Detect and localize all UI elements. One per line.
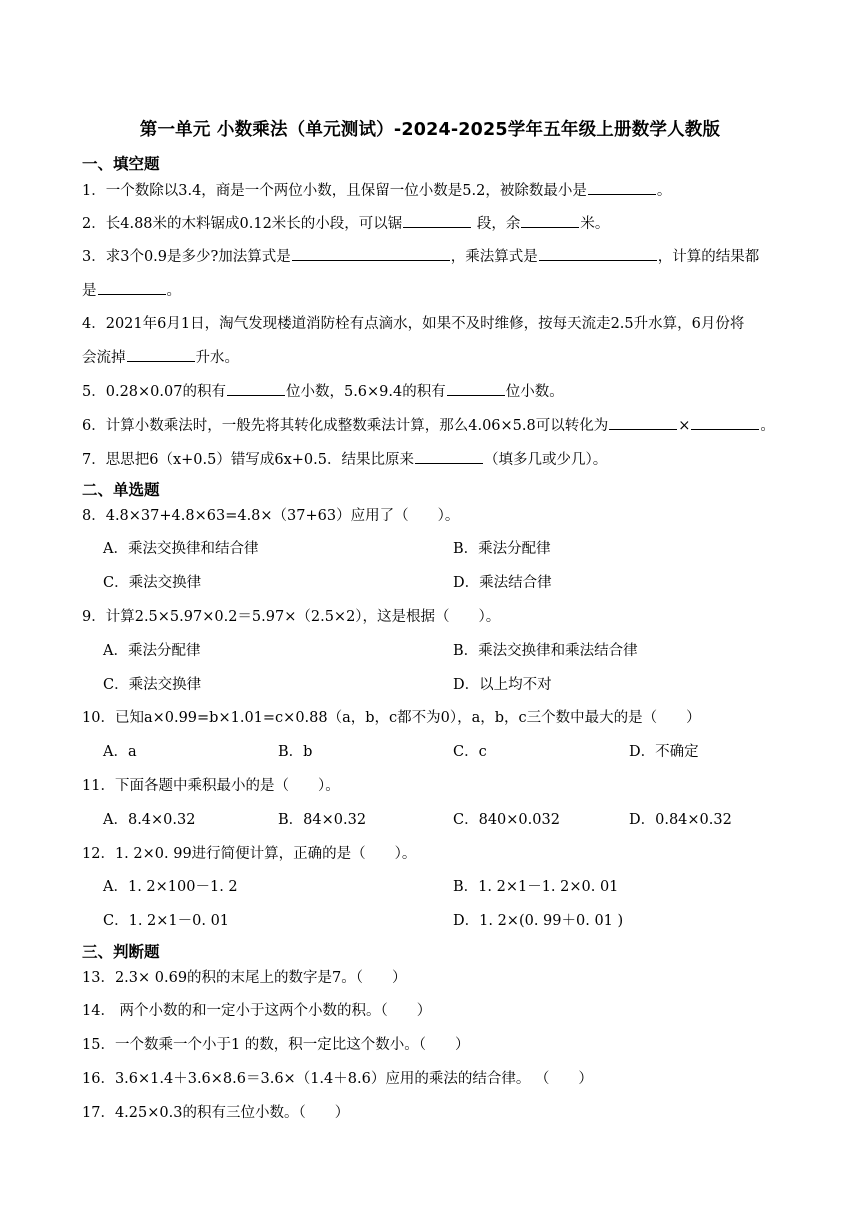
- answer-blank[interactable]: [691, 415, 759, 430]
- question-3: [82, 246, 759, 267]
- page-title: 第一单元 小数乘法（单元测试）-2024-2025学年五年级上册数学人教版: [139, 120, 721, 140]
- question-number: 3．: [82, 249, 106, 265]
- answer-blank[interactable]: [127, 347, 195, 362]
- question-17: 17．4.25×0.3的积有三位小数。（ ）: [82, 1105, 350, 1121]
- question-15: 15．一个数乘一个小于1 的数，积一定比这个数小。（ ）: [82, 1037, 470, 1053]
- option-c[interactable]: C．1. 2×1－0. 01: [103, 913, 230, 929]
- question-number: 7．: [82, 452, 106, 468]
- question-text: ，计算的结果都: [657, 249, 760, 265]
- question-1: [82, 180, 671, 201]
- question-text: 米。: [580, 216, 610, 232]
- answer-blank[interactable]: [292, 246, 450, 261]
- answer-blank[interactable]: [588, 180, 656, 195]
- question-6: [82, 415, 775, 436]
- option-d[interactable]: D．0.84×0.32: [629, 812, 732, 828]
- answer-blank[interactable]: [403, 213, 471, 228]
- section-heading-fill: 一、填空题: [82, 155, 160, 173]
- question-14: 14． 两个小数的和一定小于这两个小数的积。（ ）: [82, 1003, 432, 1019]
- section-heading-choice: 二、单选题: [82, 481, 160, 499]
- question-8: 8．4.8×37+4.8×63=4.8×（37+63）应用了（ ）。: [82, 508, 460, 524]
- question-text: 计算小数乘法时，一般先将其转化成整数乘法计算，那么4.06×5.8可以转化为: [105, 418, 609, 434]
- question-11: 11．下面各题中乘积最小的是（ ）。: [82, 778, 340, 794]
- question-13: 13．2.3× 0.69的积的末尾上的数字是7。（ ）: [82, 970, 407, 986]
- option-d[interactable]: D．以上均不对: [453, 677, 552, 693]
- question-text: 0.28×0.07的积有: [105, 384, 226, 400]
- option-c[interactable]: C．乘法交换律: [103, 575, 202, 591]
- question-text: 。: [656, 183, 672, 199]
- question-number: 2．: [82, 216, 106, 232]
- question-text: 会流掉: [82, 350, 126, 366]
- answer-blank[interactable]: [539, 246, 657, 261]
- option-b[interactable]: B．1. 2×1－1. 2×0. 01: [453, 879, 619, 895]
- option-a[interactable]: A．乘法分配律: [103, 643, 201, 659]
- question-text: 位小数。: [505, 384, 564, 400]
- answer-blank[interactable]: [521, 213, 579, 228]
- option-d[interactable]: D．1. 2×(0. 99＋0. 01 ): [453, 913, 624, 929]
- question-2: [82, 213, 609, 234]
- question-text: 位小数，5.6×9.4的积有: [285, 384, 446, 400]
- question-text: 。: [166, 283, 181, 299]
- option-a[interactable]: A．8.4×0.32: [103, 812, 196, 828]
- section-heading-judge: 三、判断题: [82, 943, 160, 961]
- option-b[interactable]: B．乘法交换律和乘法结合律: [453, 643, 638, 659]
- question-number: 4．: [82, 316, 106, 332]
- question-text: ，乘法算式是: [450, 249, 538, 265]
- question-text: 升水。: [195, 350, 239, 366]
- option-b[interactable]: B．乘法分配律: [453, 541, 551, 557]
- answer-blank[interactable]: [447, 381, 505, 396]
- question-number: 5．: [82, 384, 106, 400]
- question-text: 求3个0.9是多少?加法算式是: [105, 249, 291, 265]
- question-16: 16．3.6×1.4＋3.6×8.6＝3.6×（1.4＋8.6）应用的乘法的结合律。 （ ）: [82, 1071, 593, 1087]
- option-c[interactable]: C．乘法交换律: [103, 677, 202, 693]
- option-b[interactable]: B．b: [278, 744, 313, 760]
- option-b[interactable]: B．84×0.32: [278, 812, 367, 828]
- option-d[interactable]: D．乘法结合律: [453, 575, 552, 591]
- question-number: 6．: [82, 418, 106, 434]
- question-5: [82, 381, 564, 402]
- question-text: 是: [82, 283, 97, 299]
- question-text: 一个数除以3.4，商是一个两位小数，且保留一位小数是5.2，被除数最小是: [105, 183, 587, 199]
- question-text: 。: [760, 418, 775, 434]
- option-c[interactable]: C．c: [453, 744, 487, 760]
- question-text: 2021年6月1日，淘气发现楼道消防栓有点滴水，如果不及时维修，按每天流走2.5升水算，6月份将: [105, 316, 745, 332]
- option-d[interactable]: D．不确定: [629, 744, 699, 760]
- question-9: 9．计算2.5×5.97×0.2＝5.97×（2.5×2），这是根据（ ）。: [82, 609, 501, 625]
- question-text: 长4.88米的木料锯成0.12米长的小段，可以锯: [105, 216, 403, 232]
- answer-blank[interactable]: [227, 381, 285, 396]
- answer-blank[interactable]: [98, 280, 166, 295]
- option-c[interactable]: C．840×0.032: [453, 812, 560, 828]
- answer-blank[interactable]: [415, 449, 483, 464]
- option-a[interactable]: A．1. 2×100－1. 2: [103, 879, 238, 895]
- answer-blank[interactable]: [609, 415, 677, 430]
- question-text: 段，余: [472, 216, 521, 232]
- question-10: 10．已知a×0.99=b×1.01=c×0.88（a，b，c都不为0），a，b，c三个数中最大的是（ ）: [82, 710, 701, 726]
- question-number: 1．: [82, 183, 106, 199]
- question-text: ×: [678, 418, 691, 434]
- question-3-cont: [82, 280, 181, 301]
- option-a[interactable]: A．a: [103, 744, 137, 760]
- question-4: [82, 314, 744, 334]
- question-7: [82, 449, 607, 470]
- question-12: 12．1. 2×0. 99进行简便计算，正确的是（ ）。: [82, 846, 417, 862]
- question-text: 思思把6（x+0.5）错写成6x+0.5．结果比原来: [105, 452, 414, 468]
- option-a[interactable]: A．乘法交换律和结合律: [103, 541, 259, 557]
- question-4-cont: [82, 347, 239, 368]
- question-text: （填多几或少几）。: [483, 452, 608, 468]
